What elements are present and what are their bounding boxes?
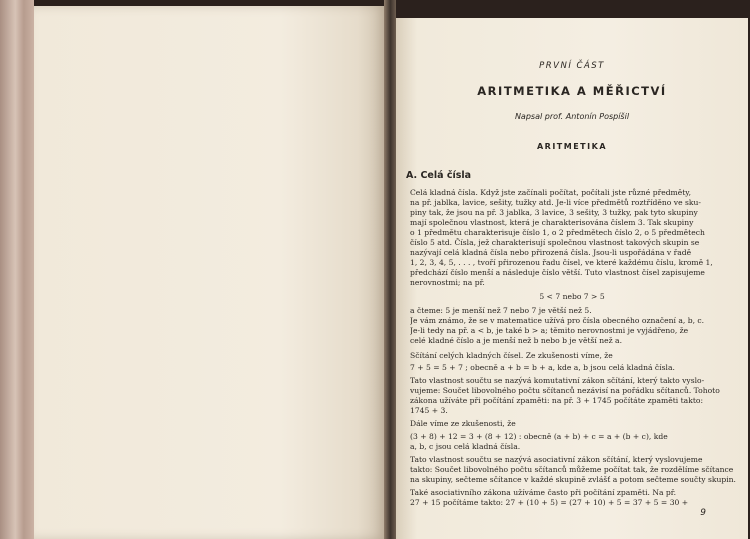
text-line: 1, 2, 3, 4, 5, . . . , tvoří přirozenou řadu čísel, ve které každému číslu, kromě 1, bbox=[410, 258, 713, 267]
text-line: Také asociativního zákona užíváme často při počítání zpaměti. Na př. bbox=[410, 488, 676, 497]
chapter-subtitle: ARITMETIKA bbox=[536, 142, 608, 151]
text-line: vujeme: Součet libovolného počtu sčítanců nezávisí na pořádku sčítanců. Tohoto bbox=[410, 386, 720, 395]
text-line: předchází číslo menší a následuje číslo větší. Tuto vlastnost čísel zapisujeme bbox=[410, 268, 705, 277]
text-line: na skupiny, sečteme sčítance v každé skupině zvlášť a potom sečteme součty skupin. bbox=[410, 475, 736, 484]
text-line: nerovnostmi; na př. bbox=[410, 278, 485, 287]
text-line: 1745 + 3. bbox=[410, 406, 448, 415]
text-line: mají společnou vlastnost, která je charakterisována číslem 3. Tak skupiny bbox=[410, 218, 694, 227]
text-line: a čteme: 5 je menší než 7 nebo 7 je větší než 5. bbox=[410, 306, 592, 315]
background-strip bbox=[396, 0, 750, 18]
right-page bbox=[396, 18, 748, 539]
text-line: nazývají celá kladná čísla nebo přirozená čísla. Jsou-li uspořádána v řadě bbox=[410, 248, 692, 257]
text-line: na př. jablka, lavice, sešity, tužky atd. Je-li více předmětů roztříděno ve sku- bbox=[410, 198, 701, 207]
text-line: Je-li tedy na př. a < b, je také b > a; těmito nerovnostmi je vyjádřeno, že bbox=[410, 326, 689, 335]
section-heading: A. Celá čísla bbox=[406, 170, 472, 181]
page-title: ARITMETIKA A MĚŘICTVÍ bbox=[477, 84, 667, 98]
text-line: Tato vlastnost součtu se nazývá komutativní zákon sčítání, který takto vyslo- bbox=[410, 376, 705, 385]
author-line: Napsal prof. Antonín Pospíšil bbox=[514, 112, 630, 121]
text-line: piny tak, že jsou na př. 3 jablka, 3 lavice, 3 sešity, 3 tužky, pak tyto skupiny bbox=[410, 208, 698, 217]
text-line: Celá kladná čísla. Když jste začínali počítat, počítali jste různé předměty, bbox=[410, 188, 691, 197]
text-line: číslo 5 atd. Čísla, jež charakterisují společnou vlastnost takových skupin se bbox=[410, 238, 700, 247]
text-line: Tato vlastnost součtu se nazývá asociativní zákon sčítání, který vyslovujeme bbox=[410, 455, 703, 464]
text-line: takto: Součet libovolného počtu sčítanců můžeme počítat tak, že rozdělíme sčítance bbox=[410, 465, 734, 474]
blank-left-page bbox=[34, 6, 386, 539]
formula-line: 7 + 5 = 5 + 7 ; obecně a + b = b + a, kde a, b jsou celá kladná čísla. bbox=[410, 363, 675, 372]
text-line: Sčítání celých kladných čísel. Ze zkušenosti víme, že bbox=[410, 351, 613, 360]
text-line: celé kladné číslo a je menší než b nebo b je větší než a. bbox=[410, 336, 622, 345]
page-number: 9 bbox=[700, 508, 706, 518]
text-line: 27 + 15 počítáme takto: 27 + (10 + 5) = (27 + 10) + 5 = 37 + 5 = 30 + bbox=[410, 498, 689, 507]
formula-line: (3 + 8) + 12 = 3 + (8 + 12) : obecně (a + b) + c = a + (b + c), kde bbox=[410, 432, 668, 441]
text-line: a, b, c jsou celá kladná čísla. bbox=[410, 442, 521, 451]
part-label: PRVNÍ ČÁST bbox=[539, 61, 605, 71]
book-cover-edge bbox=[0, 0, 34, 539]
text-line: Je vám známo, že se v matematice užívá pro čísla obecného označení a, b, c. bbox=[410, 316, 705, 325]
text-line: o 1 předmětu charakterisuje číslo 1, o 2 předmětech číslo 2, o 5 předmětech bbox=[410, 228, 705, 237]
formula-line: 5 < 7 nebo 7 > 5 bbox=[539, 292, 605, 301]
text-line: zákona užíváte při počítání zpaměti: na př. 3 + 1745 počítáte zpaměti takto: bbox=[410, 396, 703, 405]
text-line: Dále víme ze zkušenosti, že bbox=[410, 419, 516, 428]
